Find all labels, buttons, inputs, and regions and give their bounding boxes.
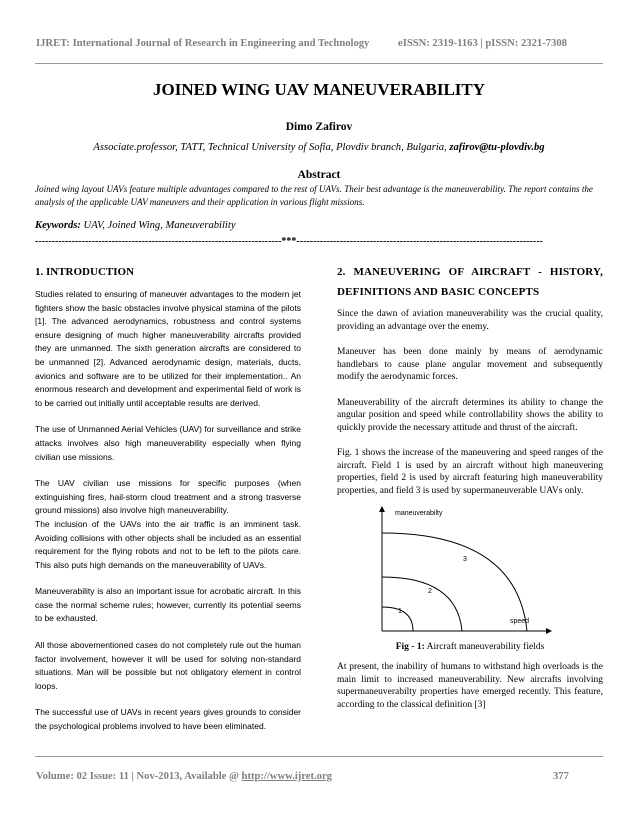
field-2-boundary bbox=[382, 577, 462, 631]
y-axis-label: maneuverabilty bbox=[395, 510, 443, 517]
paragraph: Fig. 1 shows the increase of the maneuvering and speed ranges of the aircraft. Field 1 is used by an aircraft without high maneuvering properties, field 2 is used by aircraft featuring high maneuverability properties, and field 3 is used by supermaneuverable UAVs only. bbox=[337, 448, 603, 496]
paragraph: Studies related to ensuring of maneuver advantages to the modern jet fighters show the basic obstacles involve physical stamina of the pilots [1]. The advanced aerodynamics, robustness and control systems ensure designing of much higher maneuverability aircrafts provided they are unmanned. The sixth generation aircrafts are considered to be unmanned [2]. Advanced aerodynamic design, materials, ducts, avionics and software are to be utilized for their implementation.. An enormous research and development and experimental field of work is to be carried out initially until acceptable results are derived. bbox=[35, 289, 301, 408]
field-3-label: 3 bbox=[463, 556, 467, 563]
paragraph: The UAV civilian use missions for specific purposes (when extinguishing fires, hail-storm cloud treatment and a strong trasverse ground missions) also involve high maneuverability. bbox=[35, 478, 301, 516]
x-axis-label: speed bbox=[510, 618, 530, 625]
field-2-label: 2 bbox=[428, 588, 432, 595]
paragraph: Maneuverability of the aircraft determines its ability to change the angular position and speed while controllability shows the ability to quickly provide the necessary attitude and thrust of the aircraft. bbox=[337, 397, 603, 433]
abstract-heading: Abstract bbox=[297, 169, 341, 181]
paragraph: At present, the inability of humans to withstand high overloads is the main limit to increased maneuverability. New aircrafts involving supermaneuverabilty properties have emerged recently. This feature, according to the classical definition [3] bbox=[337, 662, 603, 710]
figure-caption bbox=[337, 642, 603, 652]
page-number: 377 bbox=[553, 771, 569, 782]
journal-link[interactable]: http://www.ijret.org bbox=[241, 771, 332, 782]
footer-rule bbox=[35, 756, 603, 757]
keywords-text: UAV, Joined Wing, Maneuverability bbox=[80, 220, 236, 231]
figure-maneuverability-fields bbox=[337, 501, 603, 637]
journal-name: IJRET: International Journal of Research in Engineering and Technology bbox=[36, 38, 370, 49]
paragraph: The successful use of UAVs in recent years gives grounds to consider the psychological problems involved to have been eliminated. bbox=[35, 707, 301, 732]
author-email[interactable]: zafirov@tu-plovdiv.bg bbox=[449, 142, 545, 153]
author-name: Dimo Zafirov bbox=[285, 121, 353, 133]
section-heading-introduction: 1. INTRODUCTION bbox=[35, 266, 135, 278]
running-header bbox=[36, 38, 602, 49]
affiliation-text: Associate.professor, TATT, Technical University of Sofia, Plovdiv branch, Bulgaria, bbox=[93, 142, 450, 153]
footer-text: Volume: 02 Issue: 11 | Nov-2013, Available @ bbox=[36, 771, 242, 782]
section-separator: --------------------------------------------------------------------------***-------------------------------------------------------------------------- bbox=[35, 236, 543, 247]
paragraph: All those abovementioned cases do not completely rule out the human factor involvement, however it will be used for solving non-standard situations. Man will be possible but not obligatory element in control loops. bbox=[35, 640, 301, 691]
header-rule bbox=[35, 63, 603, 64]
left-column bbox=[35, 262, 301, 747]
running-footer bbox=[36, 771, 332, 782]
caption-label: Fig - 1: bbox=[395, 642, 425, 652]
paragraph: Maneuver has been done mainly by means of aerodynamic handlebars to cause plane angular movement and subsequently modify the aerodynamic forces. bbox=[337, 347, 603, 382]
maneuverability-diagram bbox=[337, 501, 603, 637]
keywords-label: Keywords: bbox=[35, 220, 81, 231]
paragraph: The use of Unmanned Aerial Vehicles (UAV) for surveillance and strike attacks involves also high maneuverability especially when flying civilian use missions. bbox=[35, 424, 301, 462]
issn: eISSN: 2319-1163 | pISSN: 2321-7308 bbox=[398, 38, 567, 49]
paragraph: The inclusion of the UAVs into the air traffic is an imminent task. Avoiding collisions with other objects shall be included as an essential requirement for the flying robots and not to be left to the pilots care. This also puts high demands on the maneuverability of UAVs. bbox=[35, 518, 301, 570]
right-column bbox=[337, 262, 603, 724]
paragraph: Since the dawn of aviation maneuverability was the crucial quality, providing an advantage over the enemy. bbox=[337, 309, 603, 332]
abstract-text: Joined wing layout UAVs feature multiple advantages compared to the rest of UAVs. Their best advantage is the maneuverability. The report contains the analysis of the applicable UAV maneuvers and their application in various flight missions. bbox=[35, 184, 593, 207]
caption-text: Aircraft maneuverability fields bbox=[424, 642, 545, 652]
paper-title: JOINED WING UAV MANEUVERABILITY bbox=[152, 80, 486, 99]
field-3-boundary bbox=[382, 533, 530, 631]
keywords bbox=[35, 220, 236, 231]
field-1-label: 1 bbox=[398, 608, 402, 615]
author-affiliation bbox=[0, 142, 638, 153]
section-heading-maneuvering: 2. MANEUVERING OF AIRCRAFT - HISTORY, DEFINITIONS AND BASIC CONCEPTS bbox=[337, 266, 603, 298]
paragraph: Maneuverability is also an important issue for acrobatic aircraft. In this case the normal scheme rules; however, currently its potential seems to be exhausted. bbox=[35, 586, 301, 624]
